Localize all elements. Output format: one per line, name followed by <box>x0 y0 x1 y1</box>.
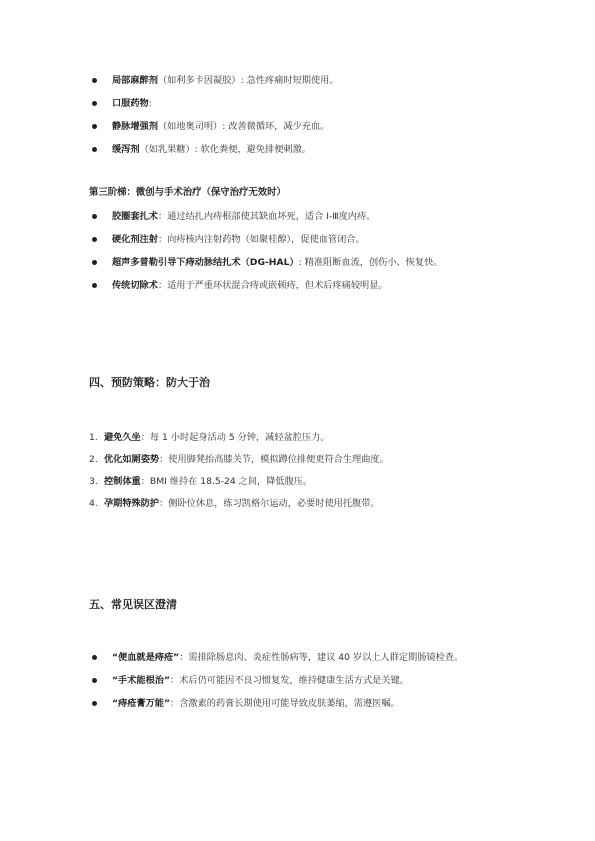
bullet-dot <box>92 124 97 129</box>
item-text: （如利多卡因凝胶）: 急性疼痛时短期使用。 <box>157 75 339 86</box>
bullet-dot <box>92 283 97 288</box>
list-number: 2. <box>89 454 98 465</box>
bullet-dot <box>92 701 97 706</box>
item-term: 控制体重 <box>104 476 141 487</box>
stage3-heading: 第三阶梯：微创与手术治疗（保守治疗无效时） <box>89 187 286 198</box>
bullet-dot <box>92 147 97 152</box>
item-text: ：向痔核内注射药物（如聚桂醇），促使血管闭合。 <box>157 234 365 245</box>
item-term: 传统切除术 <box>112 280 158 291</box>
item-term: “手术能根治” <box>112 675 171 686</box>
list-item <box>112 97 595 111</box>
item-text: ：需排除肠息肉、炎症性肠病等，建议 40 岁以上人群定期肠镜检查。 <box>179 652 464 663</box>
item-term: 优化如厕姿势 <box>104 454 160 465</box>
item-text: ：适用于严重环状混合痔或嵌顿痔，但术后疼痛较明显。 <box>157 280 388 291</box>
list-item <box>112 697 595 711</box>
list-item <box>112 279 595 293</box>
list-item <box>104 497 595 511</box>
list-item <box>104 453 595 467</box>
bullet-dot <box>92 655 97 660</box>
list-item <box>112 120 595 134</box>
item-term: 硬化剂注射 <box>112 234 158 245</box>
list-item <box>112 651 595 665</box>
item-term: 静脉增强剂 <box>112 121 158 132</box>
item-text: ：侧卧位休息，练习凯格尔运动，必要时使用托腹带。 <box>159 498 380 509</box>
item-term: 口服药物 <box>112 98 149 109</box>
list-item <box>112 143 595 157</box>
item-term: 胶圈套扎术 <box>112 211 158 222</box>
list-number: 1. <box>89 432 98 443</box>
list-item <box>112 233 595 247</box>
item-term: 局部麻醉剂 <box>112 75 158 86</box>
bullet-dot <box>92 237 97 242</box>
bullet-dot <box>92 78 97 83</box>
item-text: : 精准阻断血流，创伤小、恢复快。 <box>298 257 443 268</box>
item-text: （如地奥司明）: 改善微循环，减少充血。 <box>157 121 330 132</box>
list-item <box>112 256 595 270</box>
item-text: ：使用脚凳抬高膝关节，模拟蹲位排便更符合生理曲度。 <box>159 454 389 465</box>
item-text: ：通过结扎内痔根部使其缺血坏死，适合 Ⅰ-Ⅲ度内痔。 <box>157 211 376 222</box>
section4-heading: 四、预防策略：防大于治 <box>89 376 210 389</box>
bullet-dot <box>92 101 97 106</box>
item-text: ：BMI 维持在 18.5-24 之间，降低腹压。 <box>140 476 313 487</box>
item-text: ：含激素的药膏长期使用可能导致皮肤萎缩，需遵医嘱。 <box>170 698 400 709</box>
list-number: 4. <box>89 498 98 509</box>
item-term: 超声多普勒引导下痔动脉结扎术（DG-HAL） <box>112 257 299 268</box>
item-text: ：每 1 小时起身活动 5 分钟，减轻盆腔压力。 <box>140 432 330 443</box>
item-term: 孕期特殊防护 <box>104 498 160 509</box>
list-item <box>112 210 595 224</box>
item-text: : <box>148 98 152 109</box>
list-item <box>104 431 595 445</box>
list-number: 3. <box>89 476 98 487</box>
item-term: “痔疮膏万能” <box>112 698 171 709</box>
item-text: （如乳果糖）: 软化粪便，避免排便刺激。 <box>139 144 311 155</box>
bullet-dot <box>92 678 97 683</box>
list-item <box>104 475 595 489</box>
list-item <box>112 674 595 688</box>
bullet-dot <box>92 214 97 219</box>
item-term: 缓泻剂 <box>112 144 140 155</box>
item-text: ：术后仍可能因不良习惯复发，维持健康生活方式是关键。 <box>170 675 409 686</box>
item-term: “便血就是痔疮” <box>112 652 180 663</box>
list-item <box>112 74 595 88</box>
bullet-dot <box>92 260 97 265</box>
item-term: 避免久坐 <box>104 432 141 443</box>
section5-heading: 五、常见误区澄清 <box>89 598 177 611</box>
